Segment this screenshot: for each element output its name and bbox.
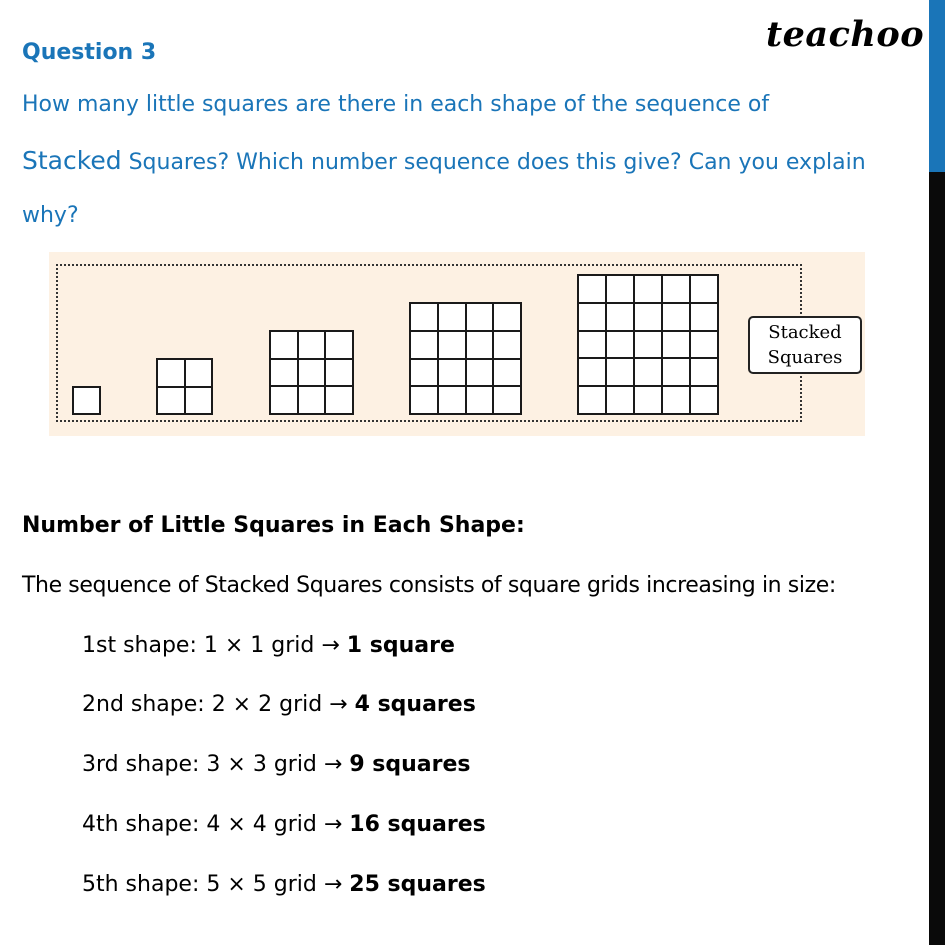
shape-line-5 [82, 872, 486, 897]
grid-cell [635, 276, 663, 304]
shape-line-3 [82, 752, 471, 777]
shape-line-5-result: 25 squares [349, 872, 486, 897]
grid-4x4 [409, 302, 522, 415]
question-line-3: why? [22, 203, 79, 228]
grid-cell [663, 332, 691, 360]
grid-cell [299, 360, 327, 388]
grid-cell [691, 387, 719, 415]
answer-heading: Number of Little Squares in Each Shape: [22, 513, 525, 538]
grid-1x1 [72, 386, 101, 415]
grid-cell [635, 304, 663, 332]
grid-cell [411, 387, 439, 415]
shape-line-5-prefix: 5th shape: 5 × 5 grid → [82, 872, 350, 897]
grid-cell [271, 360, 299, 388]
grid-cell [635, 359, 663, 387]
grid-cell [579, 387, 607, 415]
grid-cell [635, 387, 663, 415]
shape-line-1-result: 1 square [346, 633, 455, 658]
question-line-1: How many little squares are there in each shape of the sequence of [22, 92, 770, 117]
grid-cell [579, 359, 607, 387]
label-line-2: Squares [767, 347, 843, 368]
stacked-squares-label [748, 316, 862, 374]
question-line-2-rest: Squares? Which number sequence does this give? Can you explain [121, 150, 866, 175]
grid-cell [494, 304, 522, 332]
answer-intro: The sequence of Stacked Squares consists of square grids increasing in size: [22, 573, 836, 598]
grid-cell [691, 332, 719, 360]
brand-logo: teachoo [766, 14, 925, 55]
grid-cell [186, 388, 214, 416]
grid-cell [579, 332, 607, 360]
shape-line-3-result: 9 squares [349, 752, 471, 777]
grid-cell [74, 388, 101, 415]
grid-cell [691, 304, 719, 332]
shape-line-1-prefix: 1st shape: 1 × 1 grid → [82, 633, 347, 658]
grid-cell [494, 332, 522, 360]
grid-cell [439, 387, 467, 415]
grid-cell [607, 387, 635, 415]
label-line-1: Stacked [768, 322, 842, 343]
grid-2x2 [156, 358, 213, 415]
grid-cell [494, 387, 522, 415]
shape-line-2-result: 4 squares [354, 692, 476, 717]
grid-cell [411, 332, 439, 360]
grid-cell [411, 304, 439, 332]
grid-cell [494, 360, 522, 388]
grid-cell [467, 387, 495, 415]
grid-cell [271, 387, 299, 415]
grid-cell [158, 388, 186, 416]
grid-cell [635, 332, 663, 360]
grid-cell [607, 332, 635, 360]
grid-cell [299, 387, 327, 415]
grid-5x5 [577, 274, 719, 415]
grid-cell [439, 360, 467, 388]
grid-cell [186, 360, 214, 388]
grid-cell [663, 304, 691, 332]
grid-cell [663, 387, 691, 415]
stacked-squares-figure [49, 252, 865, 436]
grid-cell [663, 276, 691, 304]
shape-line-4-result: 16 squares [349, 812, 486, 837]
grid-cell [579, 276, 607, 304]
question-line-2-big: Stacked [22, 146, 122, 175]
grid-cell [579, 304, 607, 332]
scrollbar-thumb[interactable] [929, 0, 945, 172]
grid-3x3 [269, 330, 354, 415]
grid-cell [691, 359, 719, 387]
grid-cell [411, 360, 439, 388]
grid-cell [326, 360, 354, 388]
grid-cell [439, 332, 467, 360]
grid-cell [467, 360, 495, 388]
shape-line-4-prefix: 4th shape: 4 × 4 grid → [82, 812, 350, 837]
shape-line-2 [82, 692, 476, 717]
grid-cell [467, 304, 495, 332]
grid-cell [663, 359, 691, 387]
grid-cell [299, 332, 327, 360]
grid-cell [607, 304, 635, 332]
grid-cell [326, 332, 354, 360]
shape-line-4 [82, 812, 486, 837]
shape-line-2-prefix: 2nd shape: 2 × 2 grid → [82, 692, 355, 717]
grid-cell [467, 332, 495, 360]
grid-cell [326, 387, 354, 415]
grid-cell [607, 359, 635, 387]
question-title: Question 3 [22, 40, 157, 65]
shape-line-3-prefix: 3rd shape: 3 × 3 grid → [82, 752, 350, 777]
grid-cell [271, 332, 299, 360]
grid-cell [439, 304, 467, 332]
grid-cell [158, 360, 186, 388]
question-line-2 [22, 146, 866, 175]
shape-line-1 [82, 633, 455, 658]
grid-cell [607, 276, 635, 304]
grid-cell [691, 276, 719, 304]
